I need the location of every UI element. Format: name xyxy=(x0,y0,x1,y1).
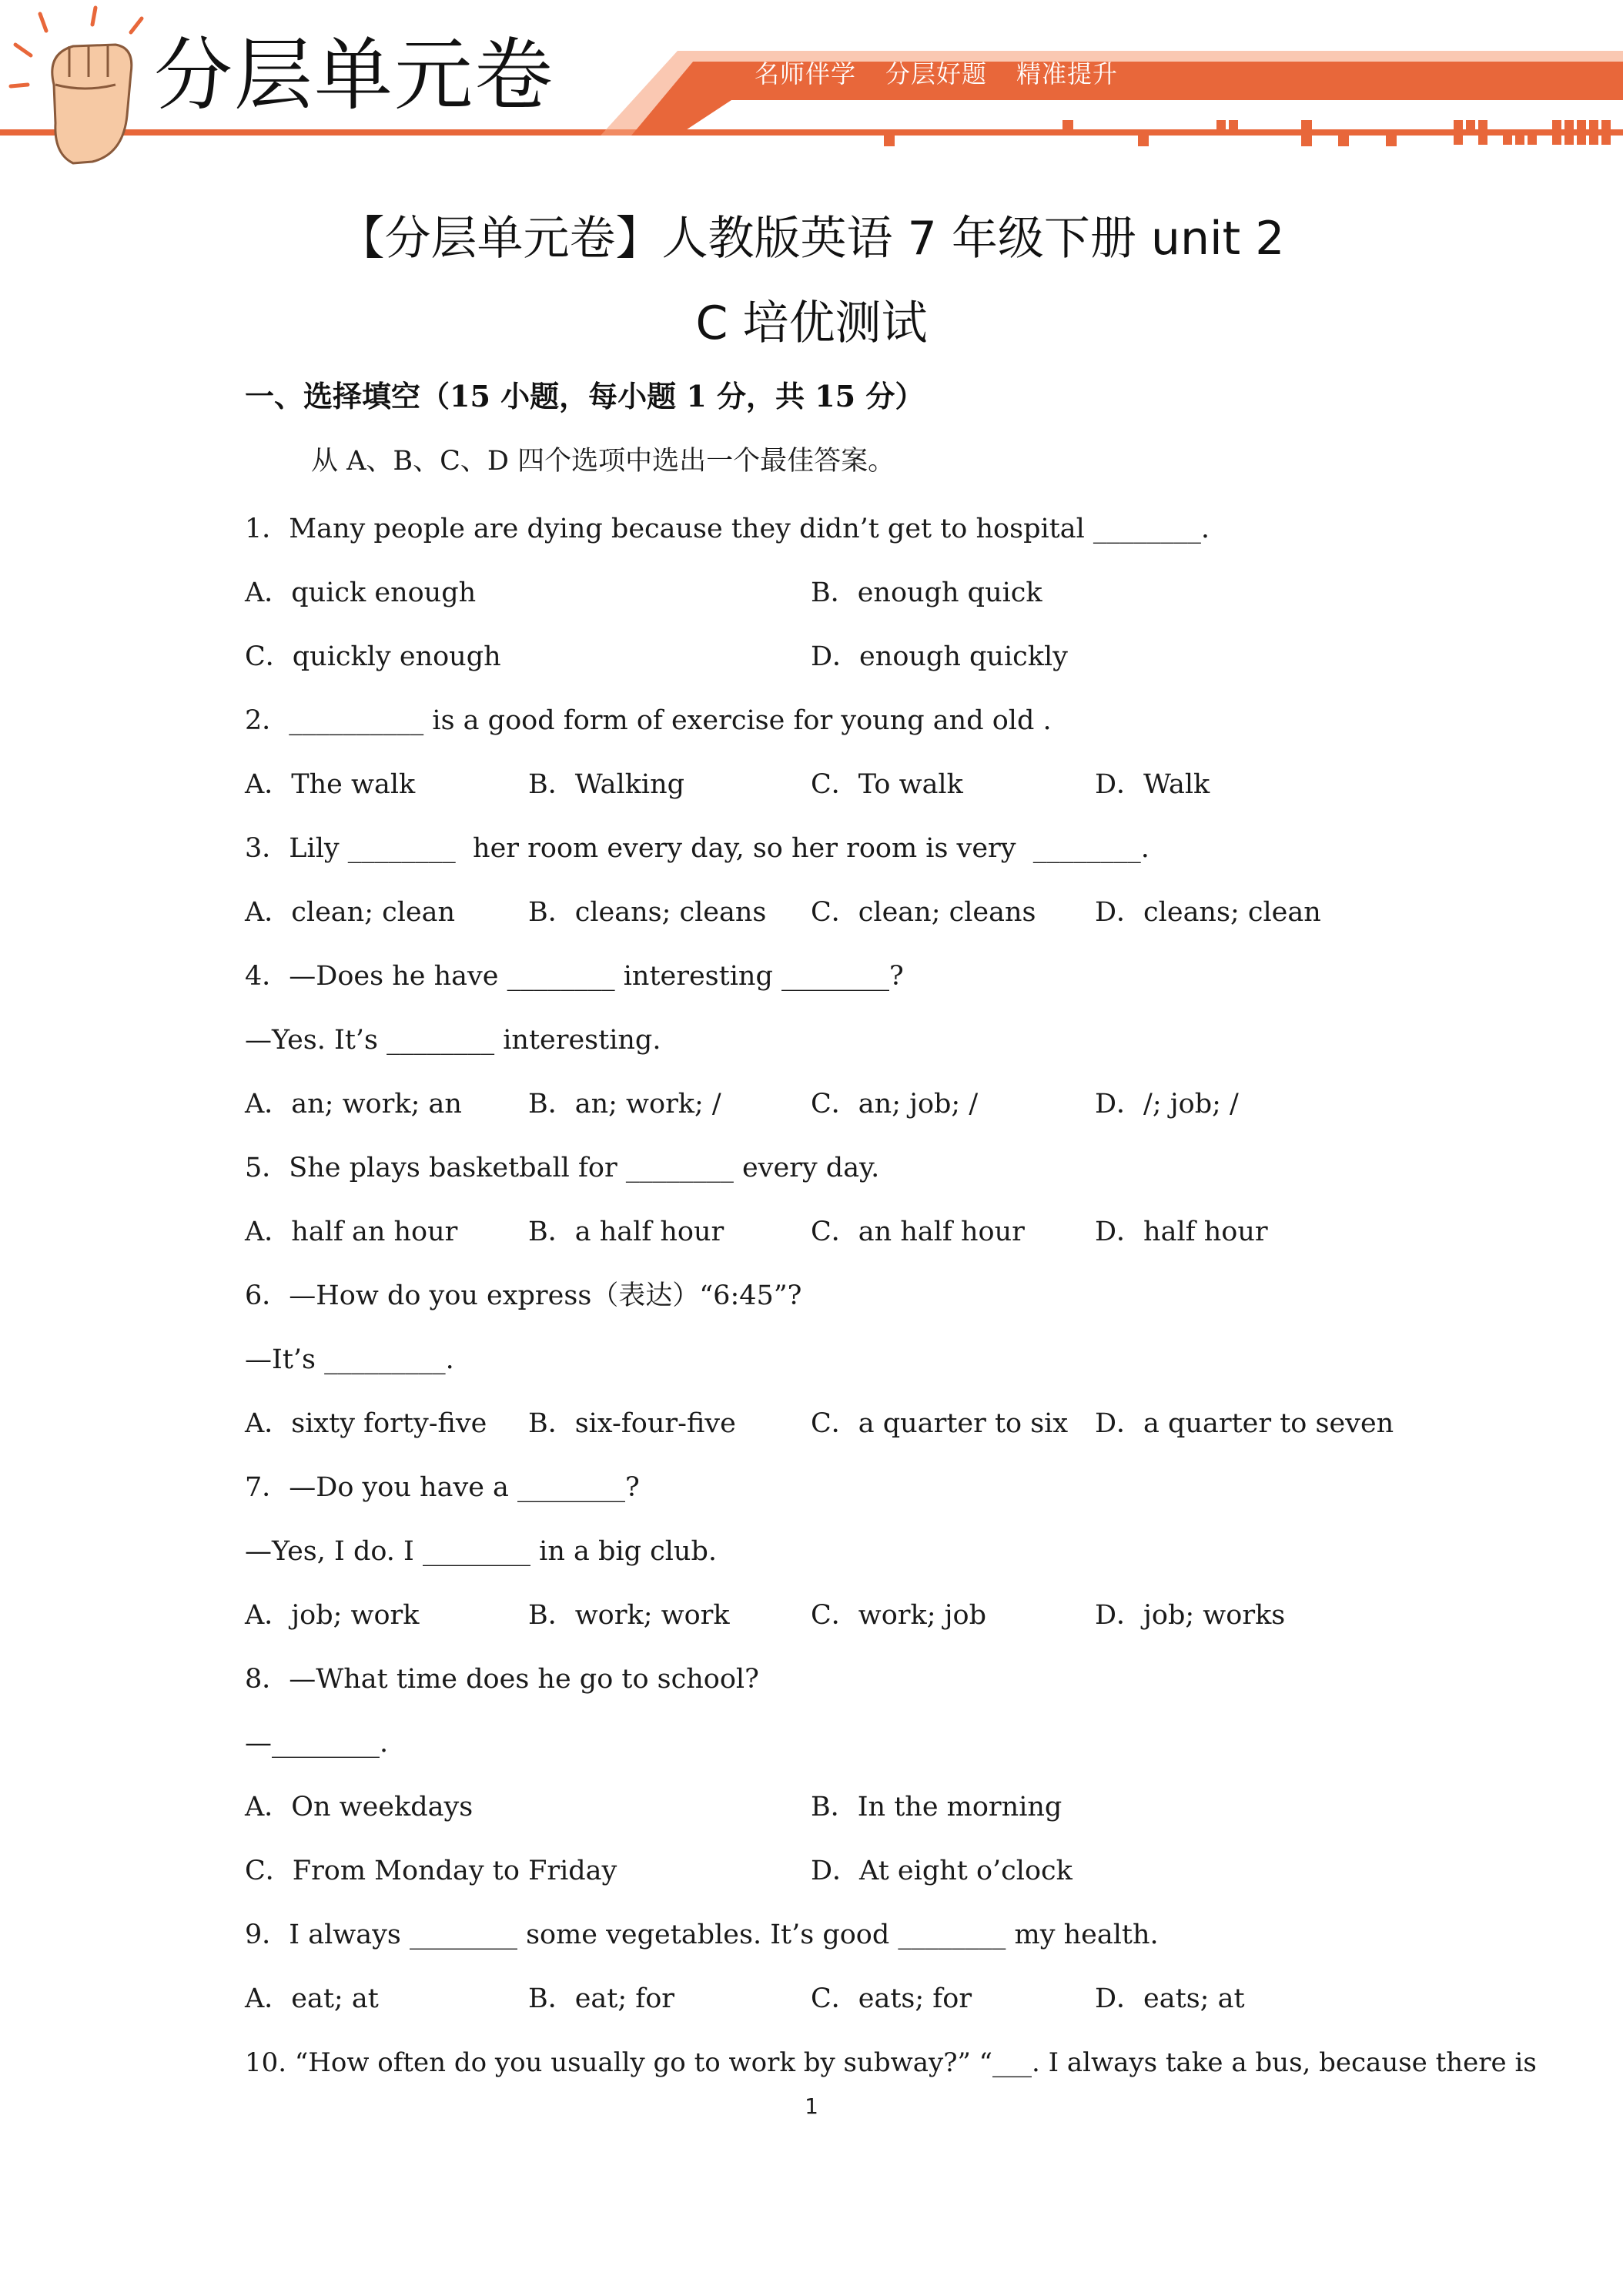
option-d: D．cleans; clean xyxy=(1095,897,1321,928)
question-stem: 5．She plays basketball for ________ every day. xyxy=(245,1153,880,1183)
slogan-item: 精准提升 xyxy=(1016,59,1119,89)
question-stem: 9．I always ________ some vegetables. It’s good ________ my health. xyxy=(245,1919,1159,1950)
question-stem: 10. “How often do you usually go to work by subway?” “___. I always take a bus, because there is xyxy=(245,2047,1537,2078)
option-c: C．an; job; / xyxy=(811,1089,979,1120)
option-b: B．enough quick xyxy=(811,577,1042,608)
option-d: D．Walk xyxy=(1095,769,1210,800)
option-b: B．a half hour xyxy=(528,1217,724,1247)
option-d: D．half hour xyxy=(1095,1217,1268,1247)
question-stem: 2．__________ is a good form of exercise for young and old . xyxy=(245,705,1052,736)
option-a: A．job; work xyxy=(245,1600,420,1631)
question-stem: 8．—What time does he go to school? xyxy=(245,1664,759,1695)
option-c: C．To walk xyxy=(811,769,963,800)
question-stem: 6．—How do you express（表达）“6:45”? xyxy=(245,1280,802,1311)
option-a: A．clean; clean xyxy=(245,897,456,928)
page-number: 1 xyxy=(805,2094,818,2119)
option-a: A．half an hour xyxy=(245,1217,458,1247)
option-d: D．job; works xyxy=(1095,1600,1286,1631)
option-c: C．work; job xyxy=(811,1600,986,1631)
option-c: C．an half hour xyxy=(811,1217,1025,1247)
option-c: C．From Monday to Friday xyxy=(245,1856,617,1886)
question-stem: 1．Many people are dying because they didn’t get to hospital ________. xyxy=(245,514,1210,544)
option-d: D．enough quickly xyxy=(811,641,1068,672)
question-stem: —Yes, I do. I ________ in a big club. xyxy=(245,1536,717,1567)
option-c: C．clean; cleans xyxy=(811,897,1036,928)
document-subtitle: C 培优测试 xyxy=(695,296,928,350)
option-d: D．At eight o’clock xyxy=(811,1856,1073,1886)
option-b: B．In the morning xyxy=(811,1792,1062,1822)
question-stem: —Yes. It’s ________ interesting. xyxy=(245,1025,661,1056)
option-b: B．six-four-five xyxy=(528,1408,736,1439)
slogan-item: 名师伴学 xyxy=(755,59,857,89)
header-banner xyxy=(0,0,1623,177)
section-instruction: 从 A、B、C、D 四个选项中选出一个最佳答案。 xyxy=(311,446,895,477)
question-stem: —It’s _________. xyxy=(245,1344,454,1375)
option-b: B．cleans; cleans xyxy=(528,897,767,928)
option-a: A．eat; at xyxy=(245,1983,379,2014)
brand-title: 分层单元卷 xyxy=(154,30,554,122)
option-b: B．work; work xyxy=(528,1600,730,1631)
option-a: A．sixty forty-five xyxy=(245,1408,487,1439)
option-a: A．The walk xyxy=(245,769,416,800)
section-heading: 一、选择填空（15 小题，每小题 1 分，共 15 分） xyxy=(245,379,925,413)
option-c: C．a quarter to six xyxy=(811,1408,1069,1439)
option-b: B．eat; for xyxy=(528,1983,675,2014)
question-stem: 7．—Do you have a ________? xyxy=(245,1472,640,1503)
fist-icon xyxy=(11,8,142,163)
option-a: A．On weekdays xyxy=(245,1792,474,1822)
question-stem: 4．—Does he have ________ interesting ________? xyxy=(245,961,904,992)
option-c: C．eats; for xyxy=(811,1983,972,2014)
option-c: C．quickly enough xyxy=(245,641,501,672)
option-d: D．a quarter to seven xyxy=(1095,1408,1394,1439)
question-stem: 3．Lily ________ her room every day, so her room is very ________. xyxy=(245,833,1149,864)
option-b: B．an; work; / xyxy=(528,1089,721,1120)
slogan-bar xyxy=(755,59,1119,89)
option-a: A．an; work; an xyxy=(245,1089,462,1120)
option-d: D．/; job; / xyxy=(1095,1089,1239,1120)
slogan-item: 分层好题 xyxy=(885,59,988,89)
option-b: B．Walking xyxy=(528,769,685,800)
option-a: A．quick enough xyxy=(245,577,477,608)
document-title: 【分层单元卷】人教版英语 7 年级下册 unit 2 xyxy=(338,212,1285,266)
option-d: D．eats; at xyxy=(1095,1983,1245,2014)
question-stem: —________. xyxy=(245,1728,389,1759)
